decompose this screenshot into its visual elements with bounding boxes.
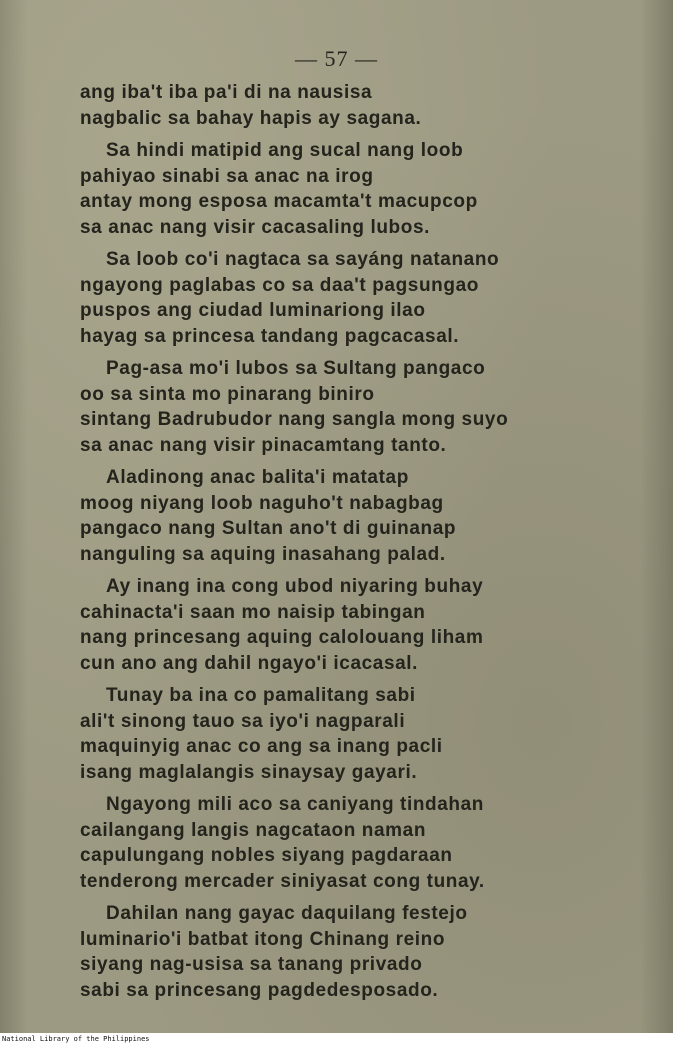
verse-line: ang iba't iba pa'i di na nausisa — [80, 82, 373, 103]
stanza-9 — [80, 901, 560, 1003]
library-credit: National Library of the Philippines — [2, 1035, 150, 1043]
verse-line: pangaco nang Sultan ano't di guinanap — [80, 518, 457, 539]
stanza-5 — [80, 465, 560, 567]
verse-line: cailangang langis nagcataon naman — [80, 819, 427, 841]
verse-line: Sa loob co'i nagtaca sa sayáng natanano — [106, 249, 500, 270]
stanza-1 — [80, 80, 560, 131]
verse-line: Ngayong mili aco sa caniyang tindahan — [106, 794, 485, 815]
verse-line: luminario'i batbat itong Chinang reino — [80, 928, 446, 950]
verse-line: ali't sinong tauo sa iyo'i nagparali — [80, 710, 406, 732]
verse-line: nang princesang aquing calolouang liham — [80, 627, 484, 648]
verse-line: sa anac nang visir cacasaling lubos. — [80, 216, 431, 238]
verse-line: ngayong paglabas co sa daa't pagsungao — [80, 274, 479, 296]
verse-line: siyang nag-usisa sa tanang privado — [80, 954, 423, 975]
verse-line: cun ano ang dahil ngayo'i icacasal. — [80, 652, 419, 674]
verse-line: Ay inang ina cong ubod niyaring buhay — [106, 576, 484, 597]
verse-line: moog niyang loob naguho't nabagbag — [80, 492, 444, 514]
verse-line: Tunay ba ina co pamalitang sabi — [106, 685, 416, 706]
verse-line: puspos ang ciudad luminariong ilao — [80, 300, 426, 321]
verse-line: tenderong mercader siniyasat cong tunay. — [80, 870, 485, 892]
verse-line: Dahilan nang gayac daquilang festejo — [106, 903, 468, 924]
verse-line: nanguling sa aquing inasahang palad. — [80, 543, 446, 565]
verse-line: Aladinong anac balita'i matatap — [106, 467, 409, 488]
verse-line: pahiyao sinabi sa anac na irog — [80, 165, 374, 187]
verse-line: Pag-asa mo'i lubos sa Sultang pangaco — [106, 358, 486, 379]
verse-line: sabi sa princesang pagdedesposado. — [80, 979, 439, 1001]
stanza-3 — [80, 247, 560, 349]
verse-line: oo sa sinta mo pinarang biniro — [80, 383, 375, 405]
stanza-7 — [80, 683, 560, 785]
verse-line: antay mong esposa macamta't macupcop — [80, 191, 478, 212]
verse-line: isang maglalangis sinaysay gayari. — [80, 761, 418, 783]
verse-line: maquinyig anac co ang sa inang pacli — [80, 736, 443, 757]
stanza-6 — [80, 574, 560, 676]
page-number: — 57 — — [295, 46, 378, 71]
verse-line: nagbalic sa bahay hapis ay sagana. — [80, 107, 422, 129]
verse-line: capulungang nobles siyang pagdaraan — [80, 845, 453, 866]
stanza-8 — [80, 792, 560, 894]
verse-line: sa anac nang visir pinacamtang tanto. — [80, 434, 447, 456]
verse-text — [80, 80, 560, 1010]
verse-line: sintang Badrubudor nang sangla mong suyo — [80, 409, 509, 430]
stanza-4 — [80, 356, 560, 458]
verse-line: hayag sa princesa tandang pagcacasal. — [80, 325, 460, 347]
verse-line: Sa hindi matipid ang sucal nang loob — [106, 140, 464, 161]
stanza-2 — [80, 138, 560, 240]
verse-line: cahinacta'i saan mo naisip tabingan — [80, 601, 426, 623]
